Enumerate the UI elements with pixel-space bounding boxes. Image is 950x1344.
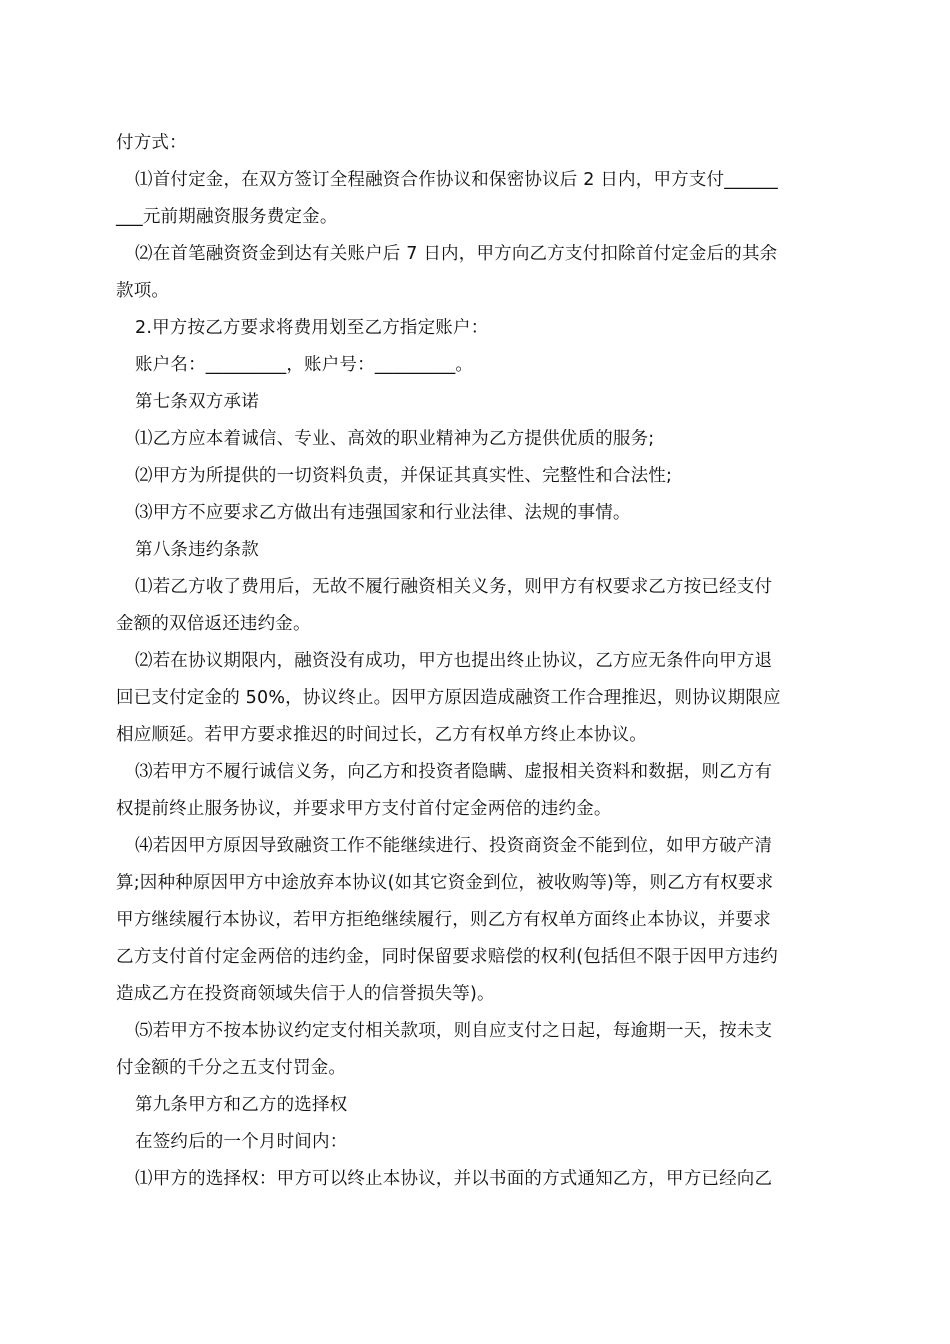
text-line: 回已支付定金的 50%，协议终止。因甲方原因造成融资工作合理推迟，则协议期限应 bbox=[116, 688, 781, 708]
paragraph bbox=[116, 125, 838, 162]
text-line: 第七条双方承诺 bbox=[135, 392, 259, 412]
text-line: ⑷若因甲方原因导致融资工作不能继续进行、投资商资金不能到位，如甲方破产清 bbox=[135, 836, 773, 856]
text-line: ___元前期融资服务费定金。 bbox=[116, 207, 338, 227]
text-line: ⑸若甲方不按本协议约定支付相关款项，则自应支付之日起，每逾期一天，按未支 bbox=[135, 1021, 773, 1041]
text-line: 付方式： bbox=[116, 133, 187, 153]
paragraph bbox=[116, 384, 838, 421]
paragraph bbox=[116, 643, 838, 754]
paragraph bbox=[116, 532, 838, 569]
text-line: ⑴若乙方收了费用后，无故不履行融资相关义务，则甲方有权要求乙方按已经支付 bbox=[135, 577, 773, 597]
paragraph bbox=[116, 754, 838, 828]
paragraph bbox=[116, 458, 838, 495]
text-line: ⑵甲方为所提供的一切资料负责，并保证其真实性、完整性和合法性; bbox=[135, 466, 673, 486]
text-line: ⑵若在协议期限内，融资没有成功，甲方也提出终止协议，乙方应无条件向甲方退 bbox=[135, 651, 773, 671]
paragraph bbox=[116, 1124, 838, 1161]
text-line: 账户名：_________，账户号：_________。 bbox=[135, 355, 474, 375]
text-line: 金额的双倍返还违约金。 bbox=[116, 614, 311, 634]
paragraph bbox=[116, 421, 838, 458]
text-line: 造成乙方在投资商领域失信于人的信誉损失等)。 bbox=[116, 984, 495, 1004]
text-line: ⑴甲方的选择权：甲方可以终止本协议，并以书面的方式通知乙方，甲方已经向乙 bbox=[135, 1169, 773, 1189]
paragraph bbox=[116, 828, 838, 1013]
text-line: 权提前终止服务协议，并要求甲方支付首付定金两倍的违约金。 bbox=[116, 799, 612, 819]
text-line: ⑵在首笔融资资金到达有关账户后 7 日内，甲方向乙方支付扣除首付定金后的其余 bbox=[135, 244, 778, 264]
paragraph bbox=[116, 1087, 838, 1124]
text-line: 乙方支付首付定金两倍的违约金，同时保留要求赔偿的权利(包括但不限于因甲方违约 bbox=[116, 947, 778, 967]
text-line: 付金额的千分之五支付罚金。 bbox=[116, 1058, 347, 1078]
paragraph bbox=[116, 310, 838, 347]
paragraph bbox=[116, 236, 838, 310]
text-line: 甲方继续履行本协议，若甲方拒绝继续履行，则乙方有权单方面终止本协议，并要求 bbox=[116, 910, 771, 930]
text-line: ⑴首付定金，在双方签订全程融资合作协议和保密协议后 2 日内，甲方支付______ bbox=[135, 170, 778, 190]
text-line: 2.甲方按乙方要求将费用划至乙方指定账户： bbox=[135, 318, 489, 338]
document-body bbox=[116, 125, 838, 1198]
paragraph bbox=[116, 347, 838, 384]
paragraph bbox=[116, 569, 838, 643]
text-line: 第九条甲方和乙方的选择权 bbox=[135, 1095, 348, 1115]
text-line: 算;因种种原因甲方中途放弃本协议(如其它资金到位，被收购等)等，则乙方有权要求 bbox=[116, 873, 774, 893]
paragraph bbox=[116, 1013, 838, 1087]
paragraph bbox=[116, 495, 838, 532]
text-line: 第八条违约条款 bbox=[135, 540, 259, 560]
text-line: 款项。 bbox=[116, 281, 170, 301]
text-line: ⑶甲方不应要求乙方做出有违强国家和行业法律、法规的事情。 bbox=[135, 503, 631, 523]
text-line: 相应顺延。若甲方要求推迟的时间过长，乙方有权单方终止本协议。 bbox=[116, 725, 647, 745]
paragraph bbox=[116, 1161, 838, 1198]
paragraph bbox=[116, 162, 838, 236]
text-line: ⑴乙方应本着诚信、专业、高效的职业精神为乙方提供优质的服务; bbox=[135, 429, 655, 449]
text-line: 在签约后的一个月时间内： bbox=[135, 1132, 348, 1152]
text-line: ⑶若甲方不履行诚信义务，向乙方和投资者隐瞒、虚报相关资料和数据，则乙方有 bbox=[135, 762, 773, 782]
